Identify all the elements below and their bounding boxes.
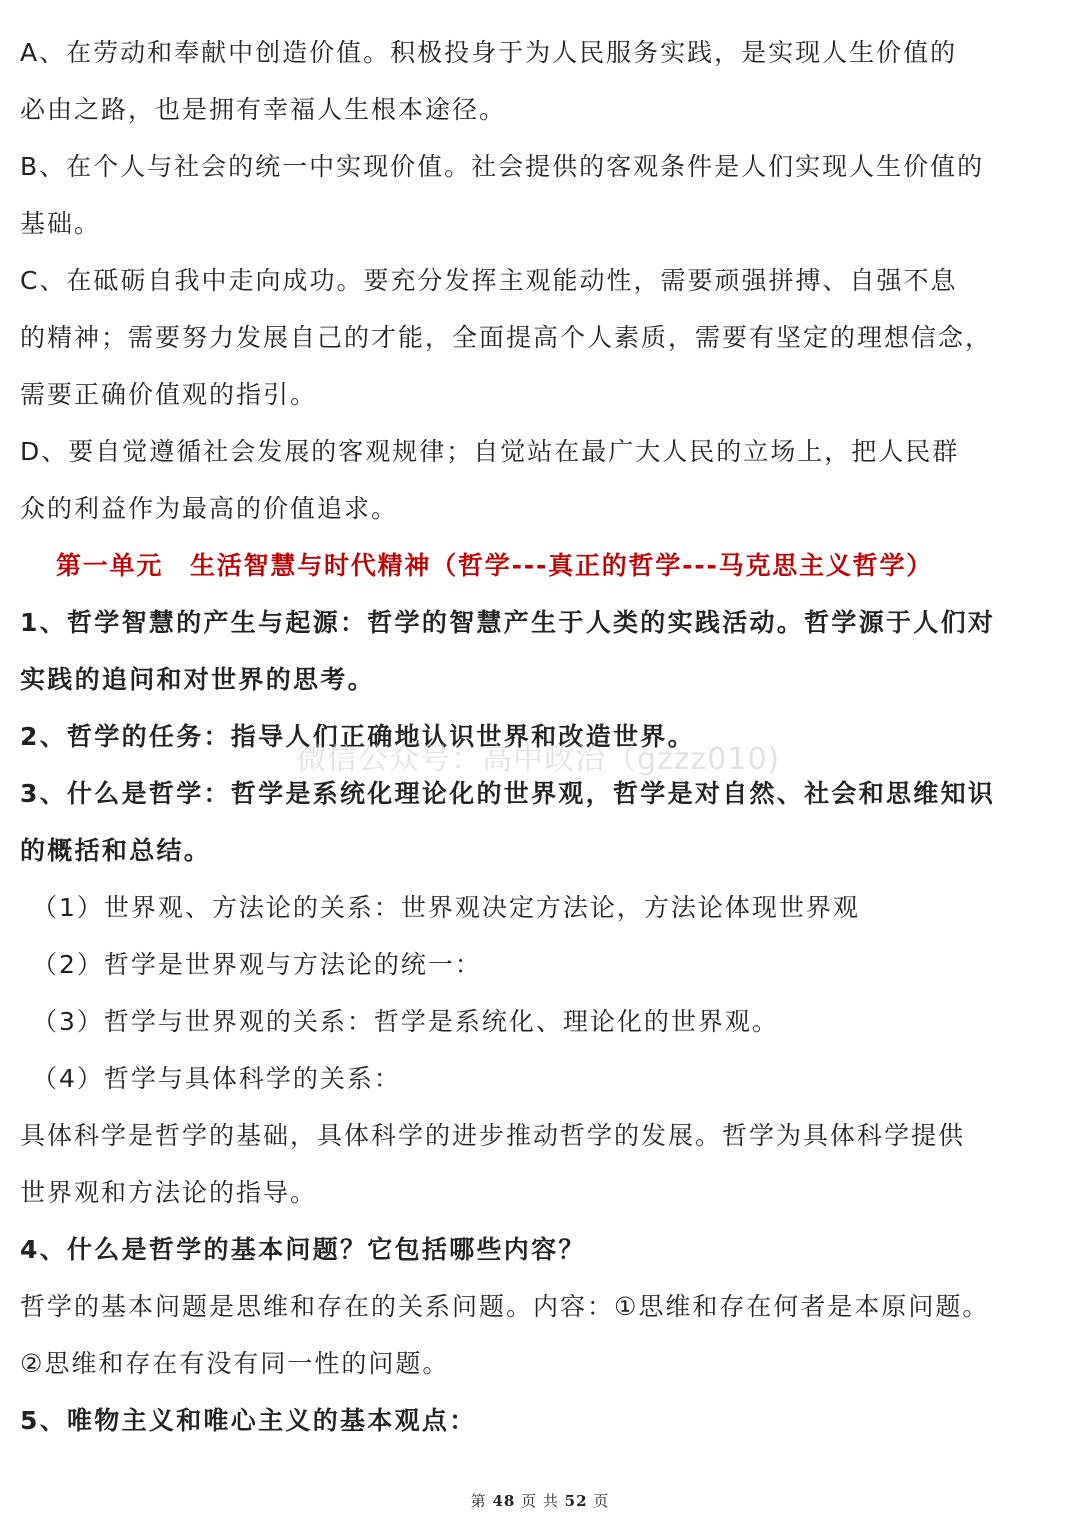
paragraph-a-line-2: 必由之路，也是拥有幸福人生根本途径。	[20, 95, 507, 124]
footer-total-pages: 52	[564, 1492, 588, 1510]
footer-middle: 页 共	[521, 1492, 559, 1510]
point-1: （1）世界观、方法论的关系：世界观决定方法论，方法论体现世界观	[32, 893, 860, 922]
point-3: （3）哲学与世界观的关系：哲学是系统化、理论化的世界观。	[32, 1007, 779, 1036]
paragraph-b-line-2: 基础。	[20, 209, 102, 238]
paragraph-a-line-1: A、在劳动和奉献中创造价值。积极投身于为人民服务实践，是实现人生价值的	[20, 38, 958, 67]
footer-current-page: 48	[492, 1492, 516, 1510]
paragraph-c-line-2: 的精神；需要努力发展自己的才能，全面提高个人素质，需要有坚定的理想信念，	[20, 323, 993, 352]
answer-4-line-1: 哲学的基本问题是思维和存在的关系问题。内容：①思维和存在何者是本原问题。	[20, 1292, 990, 1321]
watermark-text: 微信公众号：高中政治（gzzz010)	[296, 742, 781, 777]
footer-prefix: 第	[470, 1492, 487, 1510]
paragraph-d-line-1: D、要自觉遵循社会发展的客观规律；自觉站在最广大人民的立场上，把人民群	[20, 437, 960, 466]
answer-4-line-2: ②思维和存在有没有同一性的问题。	[20, 1349, 450, 1378]
question-3-line-2: 的概括和总结。	[20, 836, 212, 865]
question-2: 2、哲学的任务：指导人们正确地认识世界和改造世界。	[20, 722, 695, 751]
unit-heading: 第一单元 生活智慧与时代精神（哲学---真正的哲学---马克思主义哲学）	[56, 551, 934, 580]
page-footer	[0, 1490, 1080, 1511]
question-1-line-1: 1、哲学智慧的产生与起源：哲学的智慧产生于人类的实践活动。哲学源于人们对	[20, 608, 996, 637]
question-4: 4、什么是哲学的基本问题？它包括哪些内容？	[20, 1235, 586, 1264]
paragraph-b-line-1: B、在个人与社会的统一中实现价值。社会提供的客观条件是人们实现人生价值的	[20, 152, 985, 181]
question-5: 5、唯物主义和唯心主义的基本观点：	[20, 1406, 477, 1435]
paragraph-d-line-2: 众的利益作为最高的价值追求。	[20, 494, 399, 523]
science-line-1: 具体科学是哲学的基础，具体科学的进步推动哲学的发展。哲学为具体科学提供	[20, 1121, 966, 1150]
footer-suffix: 页	[593, 1492, 610, 1510]
question-1-line-2: 实践的追问和对世界的思考。	[20, 665, 375, 694]
paragraph-c-line-1: C、在砥砺自我中走向成功。要充分发挥主观能动性，需要顽强拼搏、自强不息	[20, 266, 958, 295]
document-body	[20, 24, 1060, 1449]
point-4: （4）哲学与具体科学的关系：	[32, 1064, 401, 1093]
science-line-2: 世界观和方法论的指导。	[20, 1178, 318, 1207]
paragraph-c-line-3: 需要正确价值观的指引。	[20, 380, 318, 409]
question-3-line-1: 3、什么是哲学：哲学是系统化理论化的世界观，哲学是对自然、社会和思维知识	[20, 779, 996, 808]
point-2: （2）哲学是世界观与方法论的统一：	[32, 950, 482, 979]
